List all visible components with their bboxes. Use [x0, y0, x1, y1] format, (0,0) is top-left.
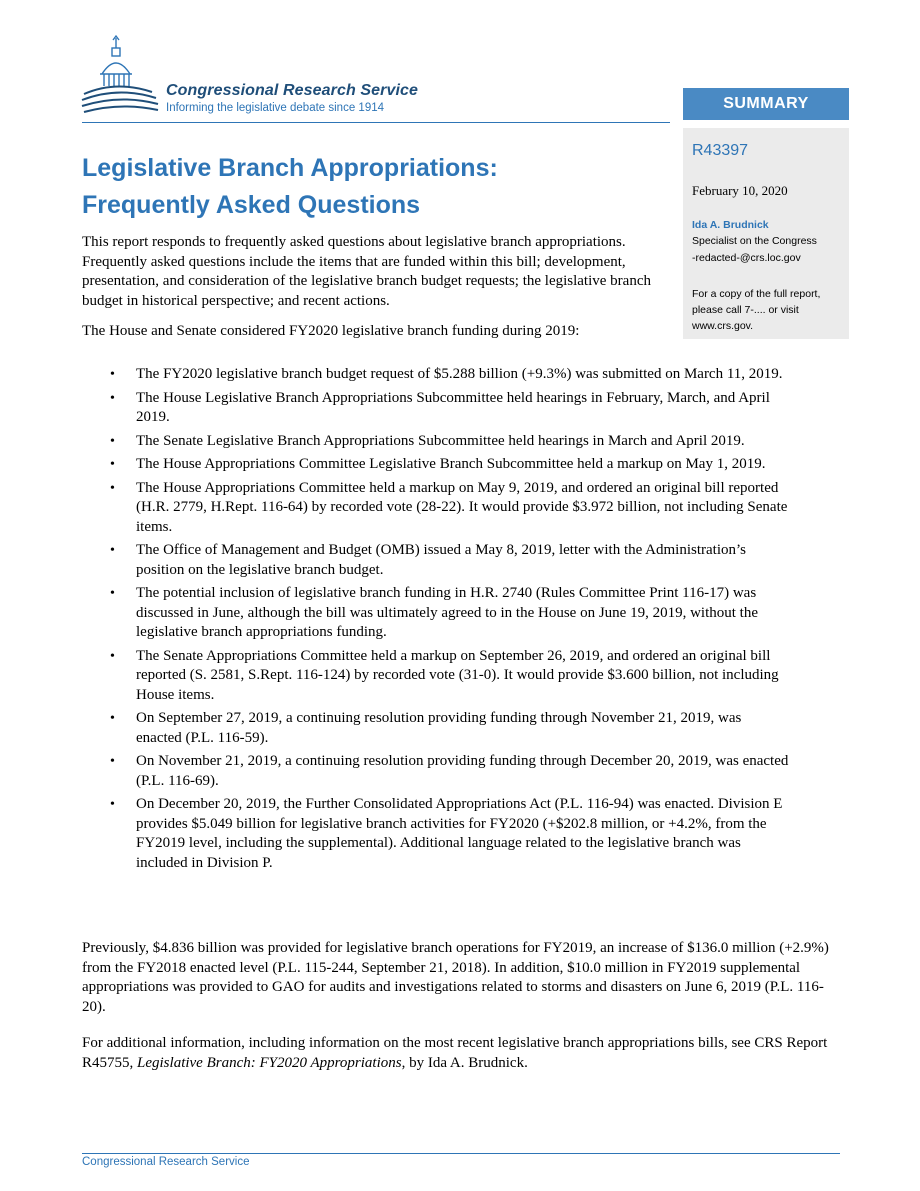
report-id: R43397	[692, 142, 749, 159]
org-tagline: Informing the legislative debate since 1914	[166, 102, 385, 114]
bullet-icon: •	[110, 754, 115, 769]
summary-heading: SUMMARY	[683, 88, 849, 120]
title-line-1: Legislative Branch Appropriations:	[82, 154, 498, 182]
lead-paragraph: The House and Senate considered FY2020 legislative branch funding during 2019:	[82, 323, 580, 339]
more-info-paragraph	[82, 1034, 842, 1073]
more-info-suffix: , by Ida A. Brudnick.	[401, 1054, 528, 1071]
list-item-text: On December 20, 2019, the Further Consolidated Appropriations Act (P.L. 116-94) was enacted. Division E provides $5.049 billion for legislative branch activities for FY2020 (+$202.8 million, or +4.2%, from the FY2019 level, including the supplemental). Additional language related to the legislative branch was included in Division P.	[136, 796, 783, 871]
bullet-icon: •	[110, 480, 115, 496]
list-item	[82, 479, 790, 538]
actions-list	[82, 365, 790, 877]
report-title-link: Legislative Branch: FY2020 Appropriations	[137, 1054, 402, 1071]
copy-note: For a copy of the full report, please call 7-.... or visit www.crs.gov.	[692, 288, 821, 332]
bullet-icon: •	[110, 711, 115, 726]
previously-paragraph: Previously, $4.836 billion was provided for legislative branch operations for FY2019, an increase of $136.0 million (+2.9%) from the FY2018 enacted level (P.L. 115-244, September 21, 2018). In addition, $10.0 million in FY2019 supplemental appropriations was provided to GAO for audits and investigations related to storms and disasters on June 6, 2019 (P.L. 116-20).	[82, 940, 829, 1015]
more-info-text: For additional information, including information on the most recent legislative branch appropriations bills, see CRS Report R45755,	[82, 1035, 828, 1071]
list-item	[82, 795, 790, 873]
page-title	[82, 150, 642, 224]
bullet-icon: •	[110, 390, 115, 406]
list-item-text: The Senate Legislative Branch Appropriations Subcommittee held hearings in March and April 2019.	[136, 432, 745, 449]
bullet-icon: •	[110, 457, 115, 472]
bullet-icon: •	[110, 797, 115, 812]
list-item-text: The House Legislative Branch Appropriations Subcommittee held hearings in February, March, and April 2019.	[136, 389, 770, 425]
footer-divider	[82, 1153, 840, 1154]
author-email: -redacted-@crs.loc.gov	[692, 252, 801, 264]
intro-paragraph: This report responds to frequently asked questions about legislative branch appropriations. Frequently asked questions include the items that are funded within this bill; development, presentation, and consideration of the legislative branch budget requests; the legislative branch budget in historical perspective; and recent actions.	[82, 234, 651, 309]
report-date: February 10, 2020	[692, 183, 788, 198]
list-item-text: The potential inclusion of legislative branch funding in H.R. 2740 (Rules Committee Print 116-17) was discussed in June, although the bill was ultimately agreed to in the House on June 19, 2019, without the legislative branch appropriations funding.	[136, 585, 758, 640]
author-title: Specialist on the Congress	[692, 235, 817, 247]
footer-text: Congressional Research Service	[82, 1156, 250, 1168]
list-item	[82, 365, 790, 385]
bullet-icon: •	[110, 433, 115, 449]
bullet-icon: •	[110, 367, 115, 382]
list-item-text: The Office of Management and Budget (OMB) issued a May 8, 2019, letter with the Administration’s position on the legislative branch budget.	[136, 542, 747, 578]
title-line-2: Frequently Asked Questions	[82, 191, 421, 219]
list-item-text: On November 21, 2019, a continuing resolution providing funding through December 20, 2019, was enacted (P.L. 116-69).	[136, 753, 789, 789]
list-item	[82, 752, 790, 791]
author-name: Ida A. Brudnick	[692, 219, 769, 231]
list-item-text: On September 27, 2019, a continuing resolution providing funding through November 21, 2019, was enacted (P.L. 116-59).	[136, 710, 742, 746]
list-item	[82, 584, 790, 643]
list-item	[82, 647, 790, 706]
list-item	[82, 541, 790, 580]
bullet-icon: •	[110, 586, 115, 601]
list-item-text: The House Appropriations Committee held a markup on May 9, 2019, and ordered an original bill reported (H.R. 2779, H.Rept. 116-64) by recorded vote (28-22). It would provide $3.972 billion, not including Senate items.	[136, 479, 788, 535]
list-item-text: The FY2020 legislative branch budget request of $5.288 billion (+9.3%) was submitted on March 11, 2019.	[136, 366, 783, 382]
list-item-text: The Senate Appropriations Committee held a markup on September 26, 2019, and ordered an original bill reported (S. 2581, S.Rept. 116-124) by recorded vote (31-0). It would provide $3.600 billion, not including House items.	[136, 647, 779, 703]
bullet-icon: •	[110, 543, 115, 558]
list-item	[82, 709, 790, 748]
bullet-icon: •	[110, 648, 115, 664]
capitol-dome-icon	[80, 34, 170, 122]
org-name: Congressional Research Service	[166, 82, 419, 99]
header-divider	[82, 122, 670, 123]
list-item	[82, 432, 790, 452]
list-item	[82, 389, 790, 428]
list-item-text: The House Appropriations Committee Legislative Branch Subcommittee held a markup on May 1, 2019.	[136, 456, 766, 472]
list-item	[82, 455, 790, 475]
